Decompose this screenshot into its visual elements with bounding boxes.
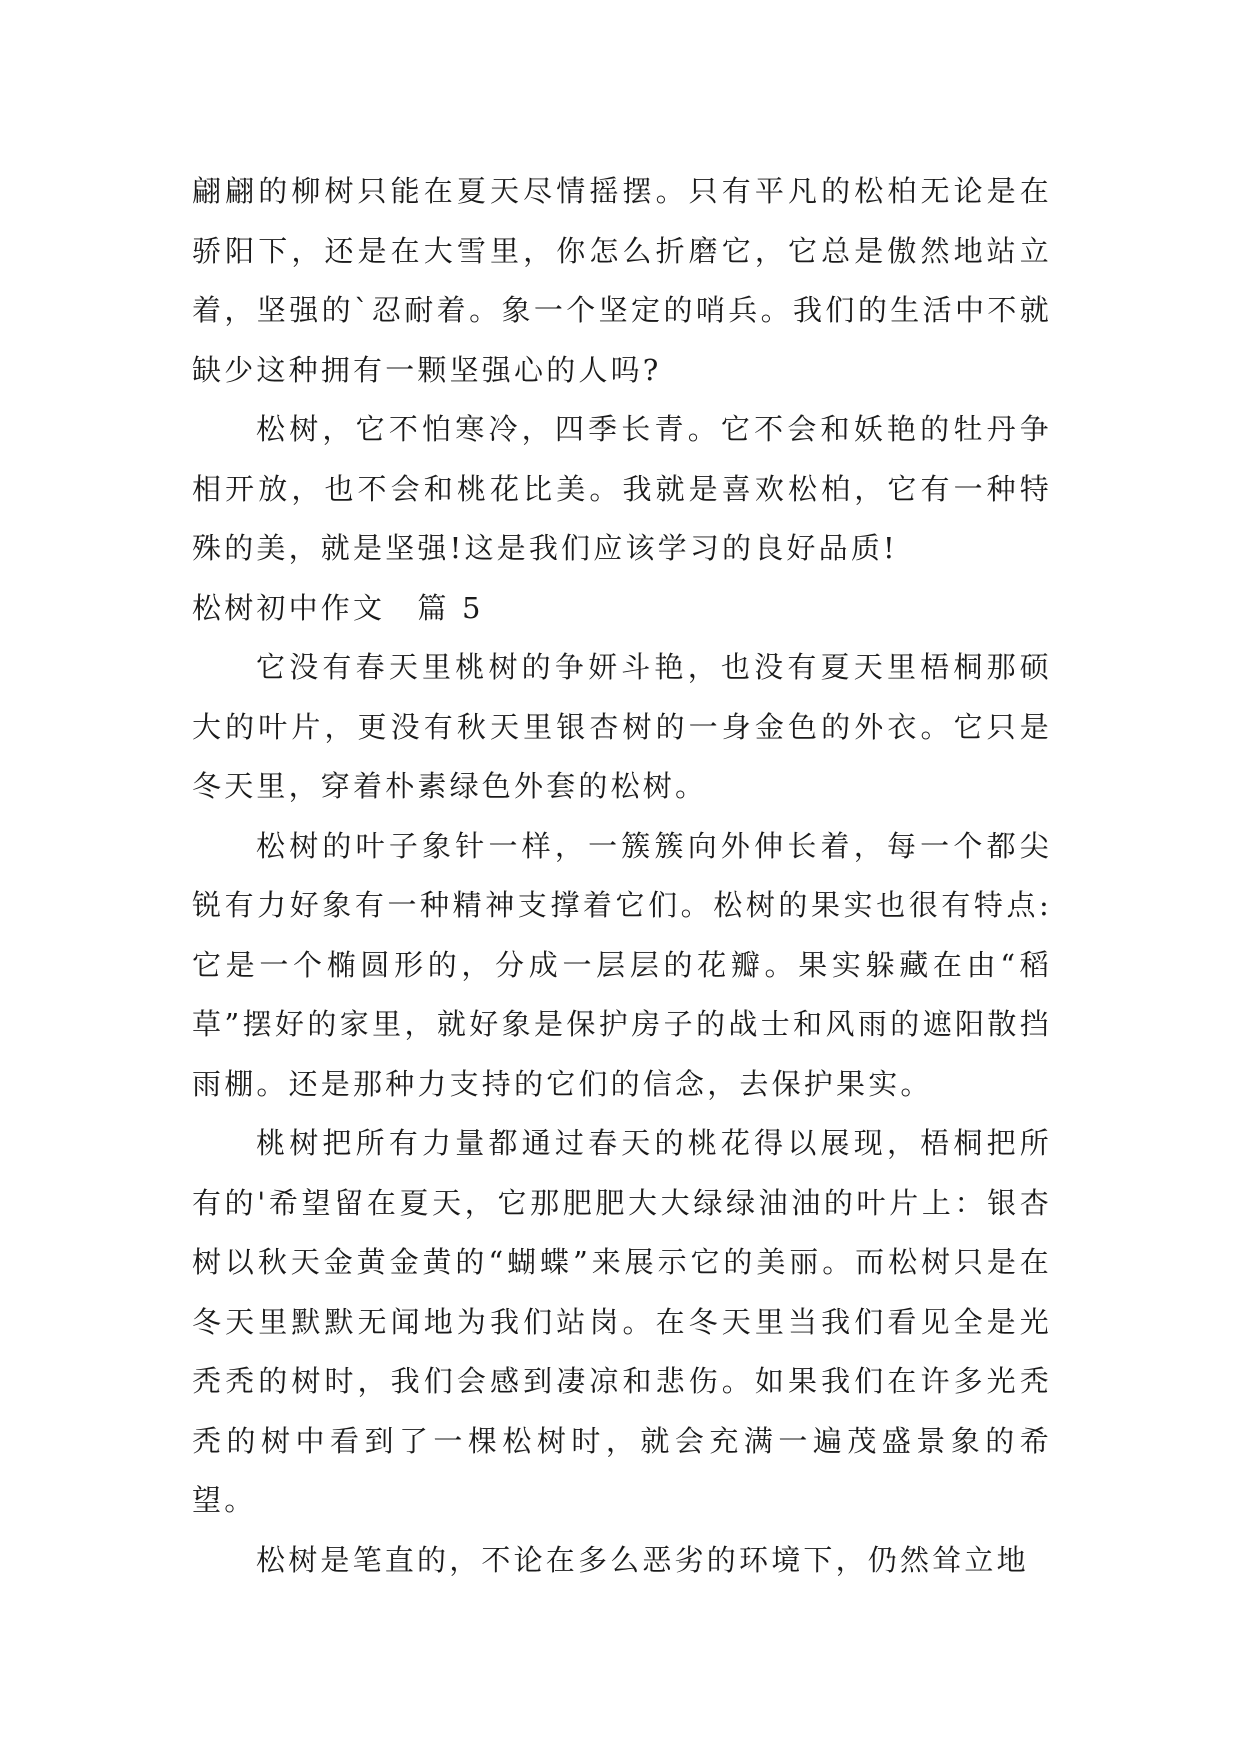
paragraph: 松树是笔直的，不论在多么恶劣的环境下，仍然耸立地 [256,1542,1029,1577]
paragraph: 它没有春天里桃树的争妍斗艳，也没有夏天里梧桐那硕大的叶片，更没有秋天里银杏树的一身金色的外衣。它只是冬天里，穿着朴素绿色外套的松树。 [192,650,1052,803]
document-page [192,162,1052,1590]
paragraph: 桃树把所有力量都通过春天的桃花得以展现，梧桐把所有的'希望留在夏天，它那肥肥大大绿绿油油的叶片上：银杏树以秋天金黄金黄的“蝴蝶”来展示它的美丽。而松树只是在冬天里默默无闻地为我们站岗。在冬天里当我们看见全是光秃秃的树时，我们会感到凄凉和悲伤。如果我们在许多光秃秃的树中看到了一棵松树时，就会充满一遍茂盛景象的希望。 [192,1126,1052,1517]
section-heading: 松树初中作文 篇 5 [192,590,484,625]
paragraph: 松树，它不怕寒冷，四季长青。它不会和妖艳的牡丹争相开放，也不会和桃花比美。我就是喜欢松柏，它有一种特殊的美，就是坚强!这是我们应该学习的良好品质! [192,412,1052,565]
paragraph: 松树的叶子象针一样，一簇簇向外伸长着，每一个都尖锐有力好象有一种精神支撑着它们。松树的果实也很有特点:它是一个椭圆形的，分成一层层的花瓣。果实躲藏在由“稻草”摆好的家里，就好象是保护房子的战士和风雨的遮阳散挡雨棚。还是那种力支持的它们的信念，去保护果实。 [192,828,1052,1101]
paragraph: 翩翩的柳树只能在夏天尽情摇摆。只有平凡的松柏无论是在骄阳下，还是在大雪里，你怎么折磨它，它总是傲然地站立着，坚强的`忍耐着。象一个坚定的哨兵。我们的生活中不就缺少这种拥有一颗坚强心的人吗? [192,174,1052,387]
